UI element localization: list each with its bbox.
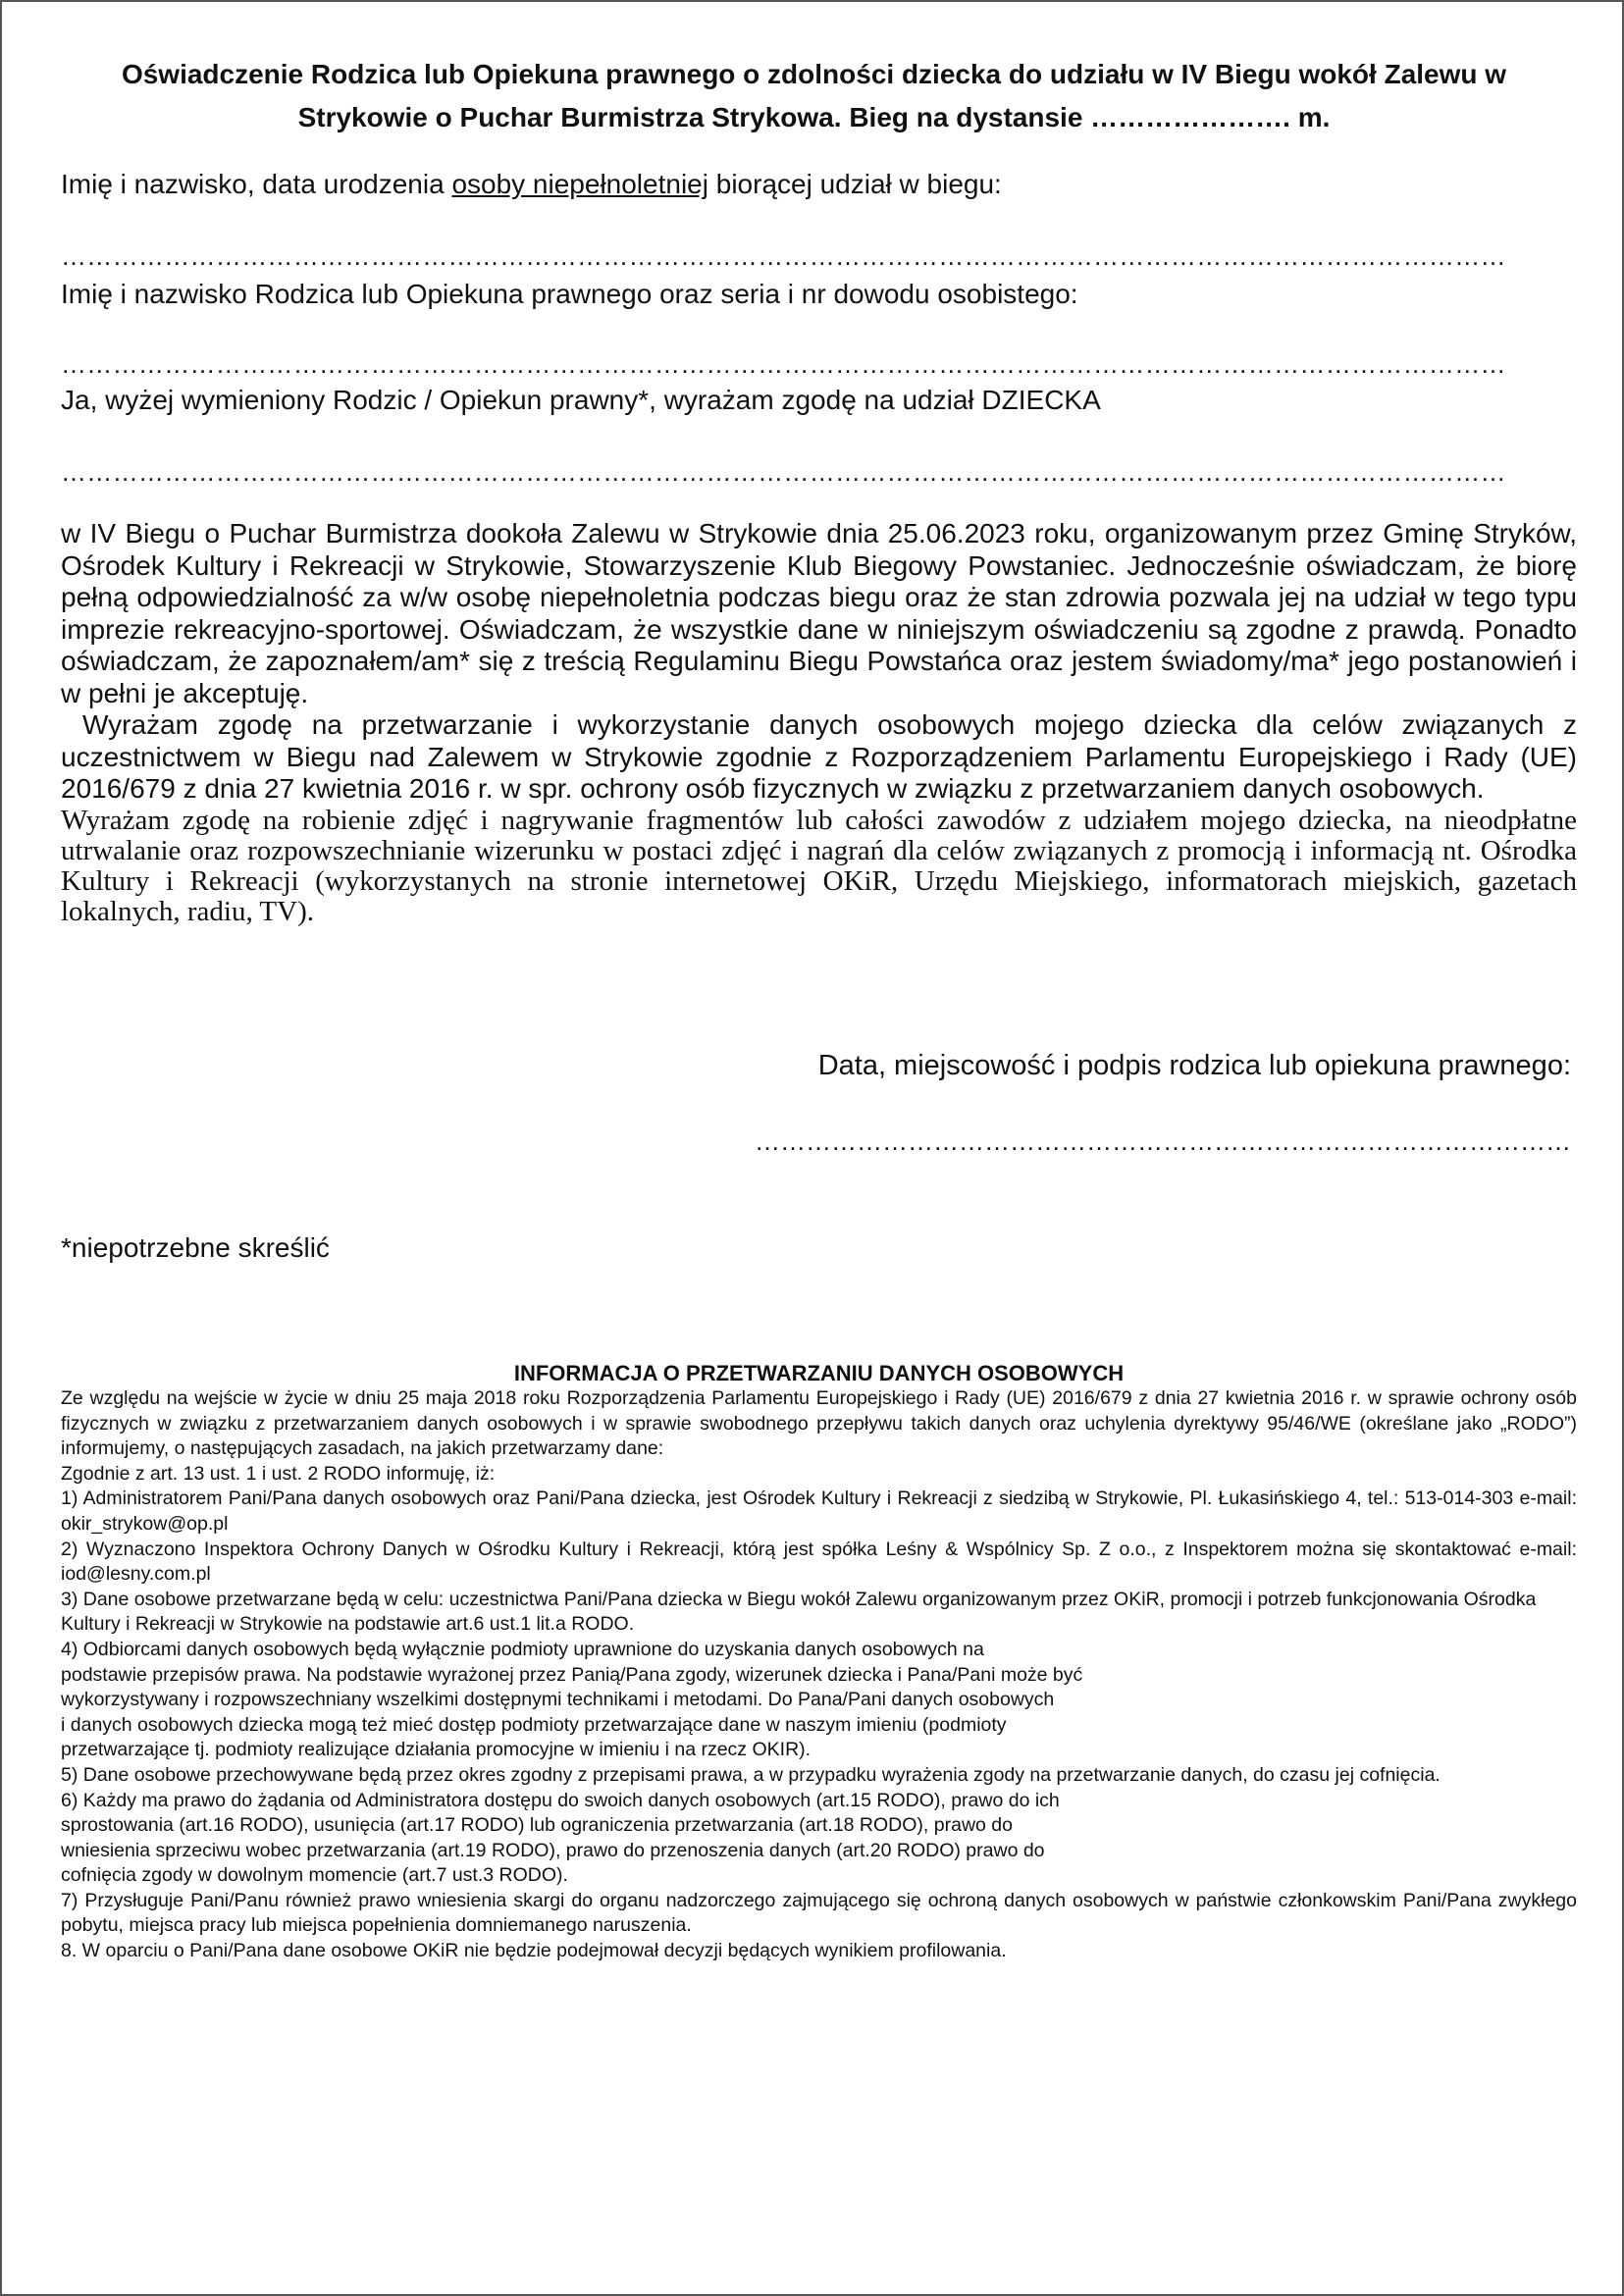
parent-name-label: Imię i nazwisko Rodzica lub Opiekuna prawnego oraz seria i nr dowodu osobistego: bbox=[61, 279, 1078, 309]
declaration-paragraph-3: Wyrażam zgodę na robienie zdjęć i nagrywanie fragmentów lub całości zawodów z udziałem mojego dziecka, na nieodpłatne utrwalanie oraz rozpowszechnianie wizerunku w postaci zdjęć i nagrań dla celów związanych z promocją i informacją nt. Ośrodka Kultury i Rekreacji (wykorzystanych na stronie internetowej OKiR, Urzędu Miejskiego, informatorach miejskich, gazetach lokalnych, radiu, TV). bbox=[61, 804, 1577, 927]
info-basis: Zgodnie z art. 13 ust. 1 i ust. 2 RODO informuję, iż: bbox=[61, 1462, 496, 1485]
info-item-4-line-5: przetwarzające tj. podmioty realizujące działania promocyjne w imieniu i na rzecz OKIR). bbox=[61, 1739, 812, 1761]
form-title: Oświadczenie Rodzica lub Opiekuna prawnego o zdolności dziecka do udziału w IV Biegu wokół Zalewu w Strykowie o Puchar Burmistrza Strykowa. Bieg na dystansie …………………. m. bbox=[121, 59, 1507, 132]
info-body bbox=[61, 1386, 1577, 1964]
info-item-5: 5) Dane osobowe przechowywane będą przez okres zgodny z przepisami prawa, a w przypadku wyrażenia zgody na przetwarzanie danych, do czasu jej cofnięcia. bbox=[61, 1763, 1441, 1786]
info-item-4-line-2: podstawie przepisów prawa. Na podstawie wyrażonej przez Panią/Pana zgody, wizerunek dziecka i Pana/Pani może być bbox=[61, 1663, 1083, 1686]
child-name-label: Imię i nazwisko, data urodzenia osoby niepełnoletniej biorącej udział w biegu: bbox=[61, 169, 1002, 199]
info-item-6-line-1: 6) Każdy ma prawo do żądania od Administratora dostępu do swoich danych osobowych (art.15 RODO), prawo do ich bbox=[61, 1789, 1060, 1811]
declaration-paragraph-1: w IV Biegu o Puchar Burmistrza dookoła Zalewu w Strykowie dnia 25.06.2023 roku, organizowanym przez Gminę Stryków, Ośrodek Kultury i Rekreacji w Strykowie, Stowarzyszenie Klub Biegowy Powstaniec. Jednocześnie oświadczam, że biorę pełną odpowiedzialność za w/w osobę niepełnoletnia podczas biegu oraz że stan zdrowia pozwala jej na udział w tego typu imprezie rekreacyjno-sportowej. Oświadczam, że wszystkie dane w niniejszym oświadczeniu są zgodne z prawdą. Ponadto oświadczam, że zapoznałem/am* się z treścią Regulaminu Biegu Powstańca oraz jestem świadomy/ma* jego postanowień i w pełni je akceptuję. bbox=[61, 518, 1577, 708]
info-item-8: 8. W oparciu o Pani/Pana dane osobowe OKiR nie będzie podejmował decyzji będących wynikiem profilowania. bbox=[61, 1940, 1007, 1962]
info-item-6-line-2: sprostowania (art.16 RODO), usunięcia (art.17 RODO) lub ograniczenia przetwarzania (art.18 RODO), prawo do bbox=[61, 1814, 1013, 1837]
parent-name-dotted-line[interactable]: …………………………………………………………………………………………………………………………………………………… bbox=[61, 349, 1506, 379]
info-item-4-line-3: wykorzystywany i rozpowszechniany wszelkimi dostępnymi technikami i metodami. Do Pana/Pani danych osobowych bbox=[61, 1689, 1055, 1711]
consent-label: Ja, wyżej wymieniony Rodzic / Opiekun prawny*, wyrażam zgodę na udział DZIECKA bbox=[61, 385, 1101, 415]
info-intro: Ze względu na wejście w życie w dniu 25 maja 2018 roku Rozporządzenia Parlamentu Europejskiego i Rady (UE) 2016/679 z dnia 27 kwietnia 2016 r. w sprawie ochrony osób fizycznych w związku z przetwarzaniem danych osobowych i w sprawie swobodnego przepływu takich danych oraz uchylenia dyrektywy 95/46/WE (określane jako „RODO”) informujemy, o następujących zasadach, na jakich przetwarzamy dane: bbox=[61, 1387, 1577, 1460]
info-item-4-line-1: 4) Odbiorcami danych osobowych będą wyłącznie podmioty uprawnione do uzyskania danych osobowych na bbox=[61, 1638, 984, 1660]
info-item-2: 2) Wyznaczono Inspektora Ochrony Danych w Ośrodku Kultury i Rekreacji, którą jest spółka Leśny & Wspólnicy Sp. Z o.o., z Inspektorem można się skontaktować e-mail: iod@lesny.com.pl bbox=[61, 1538, 1577, 1586]
info-item-6-line-4: cofnięcia zgody w dowolnym momencie (art.7 ust.3 RODO). bbox=[61, 1864, 568, 1887]
child-name-dotted-line[interactable]: …………………………………………………………………………………………………………………………………………………… bbox=[61, 241, 1506, 271]
info-item-6-line-3: wniesienia sprzeciwu wobec przetwarzania (art.19 RODO), prawo do przenoszenia danych (art.20 RODO) prawo do bbox=[61, 1839, 1045, 1861]
declaration-paragraph-2: Wyrażam zgodę na przetwarzanie i wykorzystanie danych osobowych mojego dziecka dla celów związanych z uczestnictwem w Biegu nad Zalewem w Strykowie zgodnie z Rozporządzeniem Parlamentu Europejskiego i Rady (UE) 2016/679 z dnia 27 kwietnia 2016 r. w spr. ochrony osób fizycznych w związku z przetwarzaniem danych osobowych. bbox=[61, 709, 1577, 804]
info-item-7: 7) Przysługuje Pani/Panu również prawo wniesienia skargi do organu nadzorczego zajmującego się ochroną danych osobowych w państwie członkowskim Pani/Pana zwykłego pobytu, miejsca pracy lub miejsca popełnienia domniemanego naruszenia. bbox=[61, 1889, 1577, 1937]
underlined-phrase: osoby niepełnoletniej bbox=[451, 169, 708, 199]
footnote: *niepotrzebne skreślić bbox=[61, 1232, 330, 1263]
info-item-1: 1) Administratorem Pani/Pana danych osobowych oraz Pani/Pana dziecka, jest Ośrodek Kultury i Rekreacji z siedzibą w Strykowie, Pl. Łukasińskiego 4, tel.: 513-014-303 e-mail: okir_strykow@op.pl bbox=[61, 1487, 1577, 1535]
declaration-text bbox=[61, 518, 1577, 927]
info-item-4-line-4: i danych osobowych dziecka mogą też mieć dostęp podmioty przetwarzające dane w naszym imieniu (podmioty bbox=[61, 1713, 1007, 1736]
signature-label: Data, miejscowość i podpis rodzica lub opiekuna prawnego: bbox=[817, 1050, 1571, 1081]
child-consent-dotted-line[interactable]: …………………………………………………………………………………………………………………………………………………… bbox=[61, 457, 1506, 487]
signature-dotted-line[interactable]: …………………………………………………………………………………… bbox=[755, 1126, 1571, 1156]
info-item-3: 3) Dane osobowe przetwarzane będą w celu: uczestnictwa Pani/Pana dziecka w Biegu wokół Zalewu organizowanym przez OKiR, promocji i potrzeb funkcjonowania Ośrodka Kultury i Rekreacji w Strykowie na podstawie art.6 ust.1 lit.a RODO. bbox=[61, 1588, 1537, 1636]
info-title: INFORMACJA O PRZETWARZANIU DANYCH OSOBOWYCH bbox=[513, 1361, 1125, 1385]
